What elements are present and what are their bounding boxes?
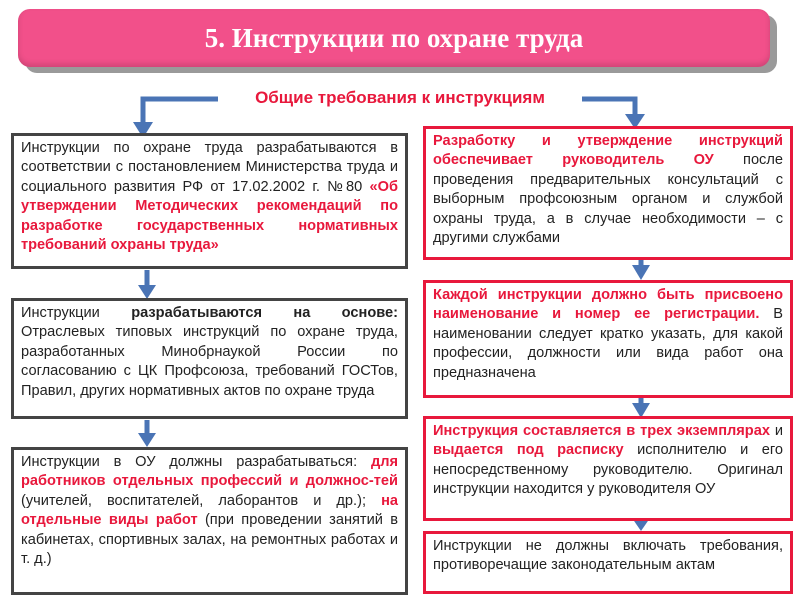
basis-heading: разрабатываются на основе: — [131, 305, 398, 321]
scope-examples: (учителей, воспитателей, лаборантов и др.); — [21, 492, 382, 509]
scope-lead: Инструкции в ОУ должны разрабатываться: — [21, 454, 371, 470]
right-box-restriction — [423, 531, 793, 594]
restriction-text: Инструкции не должны включать требования, противоречащие законодательным актам — [433, 538, 783, 574]
naming-text: В наименовании следует кратко указать, для какой профессии, должности или вида работ она предназначена — [433, 306, 783, 381]
decree-title: «Об утверждении Методических рекомендаций по разработке государственных нормативных требований охраны труда» — [21, 178, 398, 254]
left-box-basis — [11, 298, 408, 419]
naming-heading: Каждой инструкции должно быть присвоено наименование и номер ее регистрации. — [433, 287, 783, 323]
basis-lead: Инструкции — [21, 305, 132, 321]
decree-text: Инструкции по охране труда разрабатываются в соответствии с постановлением Министерства труда и социального развития РФ от 17.02.2002 г. №80 — [21, 140, 398, 195]
right-box-copies — [423, 416, 793, 521]
copies-text: исполнителю и его непосредственному руководителю. Оригинал инструкции находится у руководителя ОУ — [433, 442, 783, 498]
right-box-approval — [423, 126, 793, 260]
right-box-naming — [423, 280, 793, 398]
copies-heading: Инструкция составляется в трех экземплярах — [433, 423, 770, 439]
scope-works: на отдельные виды работ — [21, 492, 398, 529]
approval-text: после проведения предварительных консультаций с выборным профсоюзным органом и службой охраны труда, а в случае необходимости – с другими службами — [433, 152, 783, 247]
left-box-scope — [11, 447, 408, 595]
left-box-decree — [11, 133, 408, 269]
basis-text: Отраслевых типовых инструкций по охране труда, разработанных Минобрнаукой России по согласованию с ЦК Профсоюза, требований ГОСТов, Правил, других нормативных актов по охране труда — [21, 324, 398, 399]
title-bar — [18, 9, 770, 67]
subtitle: Общие требования к инструкциям — [255, 88, 545, 107]
approval-heading: Разработку и утверждение инструкций обеспечивает руководитель ОУ — [433, 133, 783, 169]
page-title: 5. Инструкции по охране труда — [204, 23, 584, 53]
scope-professions: для работников отдельных профессий и должнос-тей — [21, 454, 398, 490]
copies-and: и — [769, 423, 783, 439]
scope-works-detail: (при проведении занятий в кабинетах, спортивных залах, на ремонтных работах и т. д.) — [21, 512, 398, 568]
copies-receipt: выдается под расписку — [433, 442, 624, 459]
